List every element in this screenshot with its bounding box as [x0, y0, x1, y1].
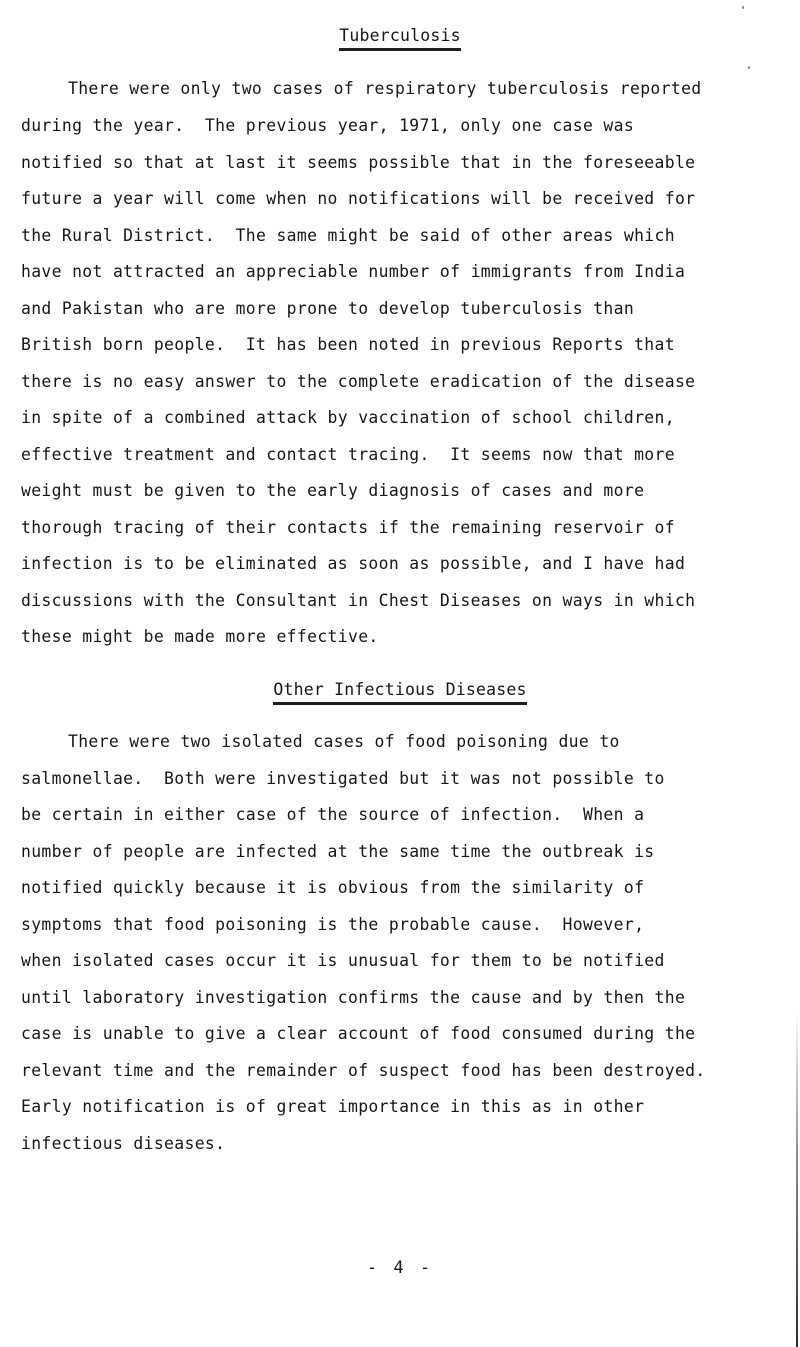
paragraph-line: when isolated cases occur it is unusual for them to be notified	[21, 951, 665, 970]
paragraph-line: have not attracted an appreciable number of immigrants from India	[21, 262, 686, 281]
paragraph-line: symptoms that food poisoning is the probable cause. However,	[21, 915, 645, 934]
paragraph-line: effective treatment and contact tracing. It seems now that more	[21, 445, 675, 464]
scan-speck	[742, 6, 744, 9]
paragraph-line: notified quickly because it is obvious from the similarity of	[21, 878, 645, 897]
paragraph-line: There were two isolated cases of food poisoning due to	[68, 732, 620, 751]
paragraph-line: British born people. It has been noted in previous Reports that	[21, 335, 675, 354]
paragraph-line: during the year. The previous year, 1971, only one case was	[21, 116, 635, 135]
paragraph-line: and Pakistan who are more prone to develop tuberculosis than	[21, 299, 635, 318]
scan-speck	[748, 66, 750, 69]
paragraph-line: there is no easy answer to the complete eradication of the disease	[21, 372, 696, 391]
paragraph-line: discussions with the Consultant in Chest Diseases on ways in which	[21, 591, 696, 610]
paragraph-line: number of people are infected at the same time the outbreak is	[21, 842, 655, 861]
tuberculosis-heading-text: Tuberculosis	[339, 26, 461, 51]
paragraph-line: infectious diseases.	[21, 1134, 226, 1153]
tuberculosis-heading	[0, 26, 800, 51]
paragraph-line: in spite of a combined attack by vaccination of school children,	[21, 408, 675, 427]
paragraph-line: future a year will come when no notifications will be received for	[21, 189, 696, 208]
paragraph-line: There were only two cases of respiratory tuberculosis reported	[68, 79, 702, 98]
paragraph-line: Early notification is of great importance in this as in other	[21, 1097, 645, 1116]
paragraph-line: salmonellae. Both were investigated but it was not possible to	[21, 769, 665, 788]
paragraph-line: weight must be given to the early diagnosis of cases and more	[21, 481, 645, 500]
paragraph-line: infection is to be eliminated as soon as possible, and I have had	[21, 554, 686, 573]
paragraph-line: these might be made more effective.	[21, 627, 379, 646]
paragraph-line: be certain in either case of the source of infection. When a	[21, 805, 645, 824]
other-infectious-heading	[0, 680, 800, 705]
paragraph-line: relevant time and the remainder of suspect food has been destroyed.	[21, 1061, 706, 1080]
other-infectious-heading-text: Other Infectious Diseases	[273, 680, 526, 705]
paragraph-line: notified so that at last it seems possible that in the foreseeable	[21, 153, 696, 172]
page-number: - 4 -	[366, 1258, 434, 1278]
paragraph-line: until laboratory investigation confirms the cause and by then the	[21, 988, 686, 1007]
scan-edge-shadow	[796, 1010, 798, 1347]
paragraph-line: case is unable to give a clear account of food consumed during the	[21, 1024, 696, 1043]
paragraph-line: the Rural District. The same might be said of other areas which	[21, 226, 675, 245]
paragraph-line: thorough tracing of their contacts if the remaining reservoir of	[21, 518, 675, 537]
